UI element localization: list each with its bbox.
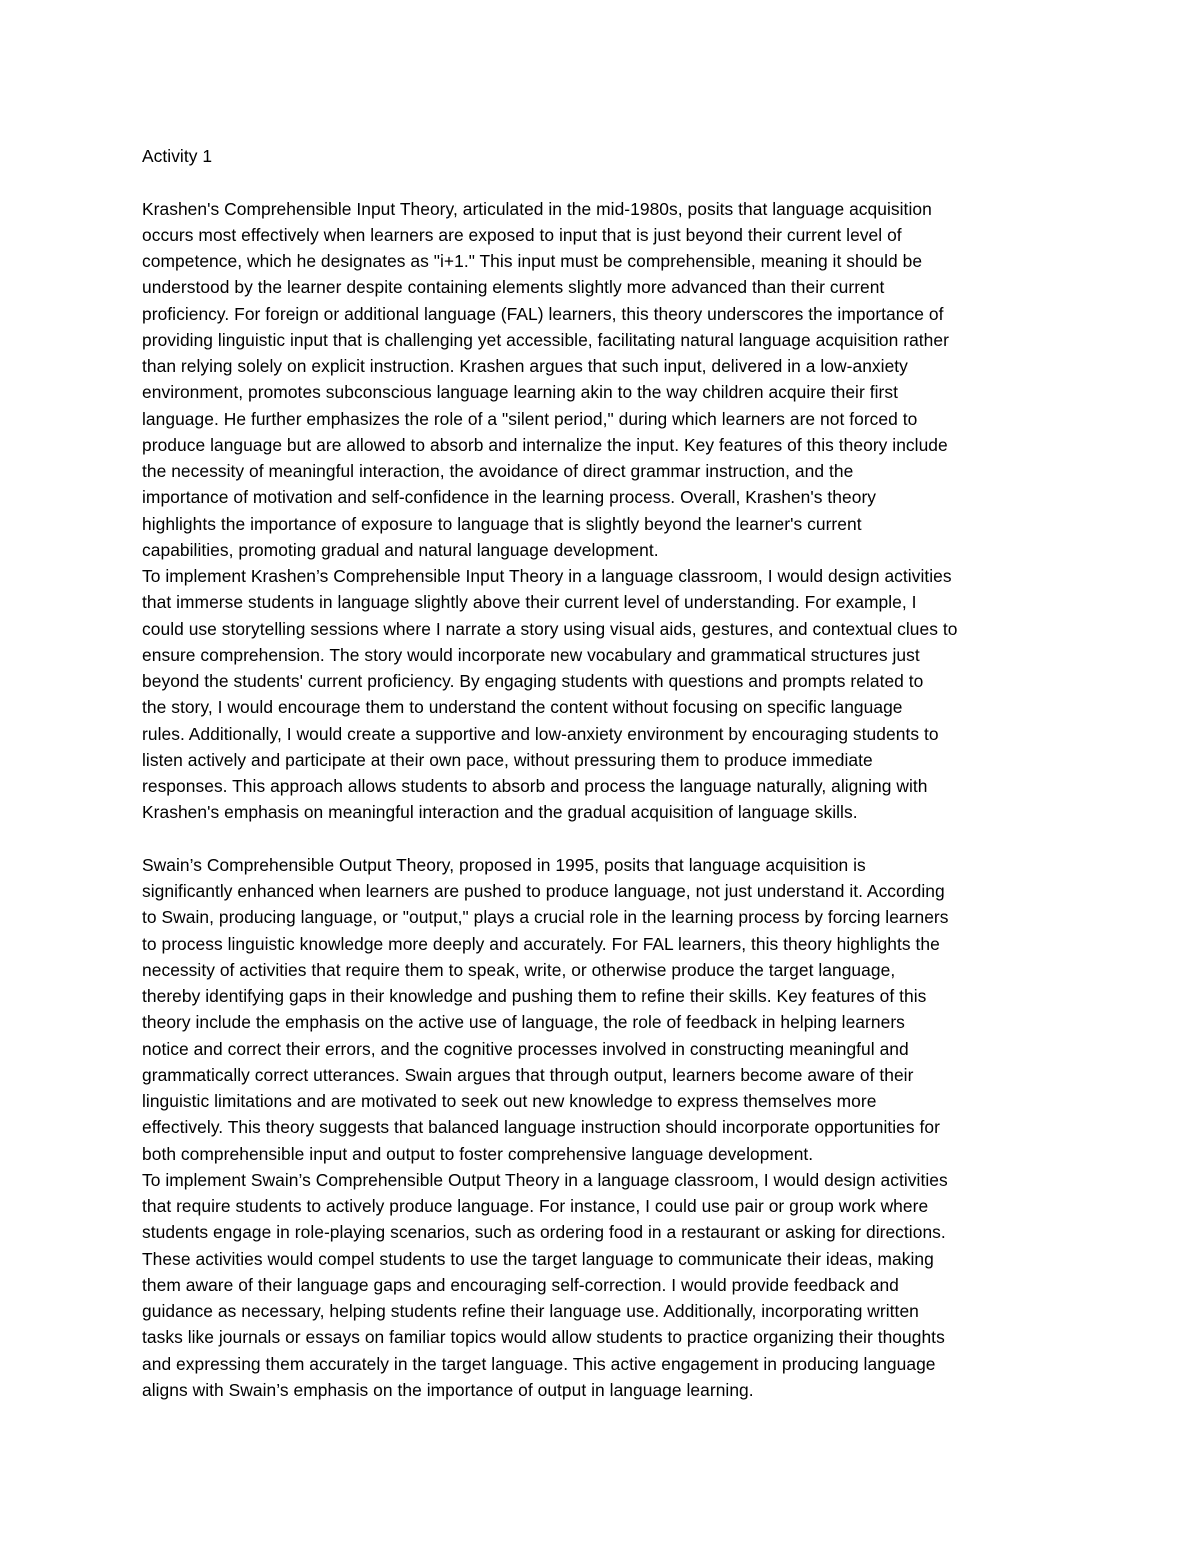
- paragraph-line: highlights the importance of exposure to language that is slightly beyond the learner's current: [142, 513, 862, 534]
- paragraph-line: competence, which he designates as "i+1." This input must be comprehensible, meaning it should be: [142, 251, 923, 271]
- paragraph-line: that immerse students in language slightly above their current level of understanding. For example, I: [142, 592, 917, 613]
- paragraph-line: providing linguistic input that is challenging yet accessible, facilitating natural language acquisition rather: [142, 329, 949, 350]
- paragraph-line: These activities would compel students to use the target language to communicate their ideas, making: [142, 1248, 934, 1269]
- paragraph-line: importance of motivation and self-confidence in the learning process. Overall, Krashen's theory: [142, 487, 877, 508]
- blank-line: [142, 826, 1062, 852]
- paragraph-line: them aware of their language gaps and encouraging self-correction. I would provide feedback and: [142, 1274, 899, 1295]
- paragraph-line: listen actively and participate at their own pace, without pressuring them to produce immediate: [142, 749, 873, 770]
- paragraph-krashen-implementation: [142, 563, 1062, 826]
- paragraph-line: aligns with Swain’s emphasis on the importance of output in language learning.: [142, 1379, 754, 1400]
- document-title: Activity 1: [142, 146, 213, 166]
- paragraph-line: grammatically correct utterances. Swain argues that through output, learners become aware of their: [142, 1064, 914, 1085]
- paragraph-line: occurs most effectively when learners are exposed to input that is just beyond their current level of: [142, 224, 902, 245]
- paragraph-line: than relying solely on explicit instruction. Krashen argues that such input, delivered in a low-anxiety: [142, 356, 908, 376]
- paragraph-line: guidance as necessary, helping students refine their language use. Additionally, incorporating written: [142, 1301, 919, 1321]
- paragraph-line: language. He further emphasizes the role of a "silent period," during which learners are not forced to: [142, 408, 918, 429]
- paragraph-line: students engage in role-playing scenarios, such as ordering food in a restaurant or asking for directions.: [142, 1222, 946, 1243]
- paragraph-line: linguistic limitations and are motivated to seek out new knowledge to express themselves more: [142, 1091, 877, 1111]
- paragraph-line: beyond the students' current proficiency. By engaging students with questions and prompts related to: [142, 671, 924, 691]
- paragraph-line: environment, promotes subconscious language learning akin to the way children acquire their first: [142, 382, 898, 403]
- blank-line: [142, 169, 1062, 195]
- paragraph-line: produce language but are allowed to absorb and internalize the input. Key features of this theory include: [142, 434, 948, 455]
- paragraph-line: thereby identifying gaps in their knowledge and pushing them to refine their skills. Key features of this: [142, 986, 927, 1006]
- paragraph-line: the necessity of meaningful interaction, the avoidance of direct grammar instruction, and the: [142, 461, 854, 481]
- paragraph-swain-theory: [142, 852, 1062, 1167]
- paragraph-line: to process linguistic knowledge more deeply and accurately. For FAL learners, this theory highlights the: [142, 933, 940, 954]
- paragraph-line: Swain’s Comprehensible Output Theory, proposed in 1995, posits that language acquisition is: [142, 854, 866, 875]
- paragraph-line: the story, I would encourage them to understand the content without focusing on specific language: [142, 697, 903, 718]
- paragraph-line: and expressing them accurately in the target language. This active engagement in producing language: [142, 1353, 936, 1374]
- paragraph-line: proficiency. For foreign or additional language (FAL) learners, this theory underscores the importance of: [142, 303, 944, 324]
- paragraph-line: to Swain, producing language, or "output," plays a crucial role in the learning process by forcing learners: [142, 907, 949, 928]
- paragraph-line: necessity of activities that require them to speak, write, or otherwise produce the target language,: [142, 959, 896, 980]
- paragraph-line: To implement Krashen’s Comprehensible Input Theory in a language classroom, I would design activities: [142, 566, 952, 586]
- paragraph-line: theory include the emphasis on the active use of language, the role of feedback in helping learners: [142, 1012, 905, 1033]
- paragraph-swain-implementation: [142, 1167, 1062, 1403]
- paragraph-line: significantly enhanced when learners are pushed to produce language, not just understand it. According: [142, 881, 945, 901]
- paragraph-line: both comprehensible input and output to foster comprehensive language development.: [142, 1143, 814, 1164]
- paragraph-line: could use storytelling sessions where I narrate a story using visual aids, gestures, and contextual clues to: [142, 618, 958, 639]
- paragraph-line: To implement Swain’s Comprehensible Output Theory in a language classroom, I would design activities: [142, 1169, 948, 1190]
- paragraph-line: understood by the learner despite containing elements slightly more advanced than their current: [142, 277, 885, 298]
- paragraph-line: tasks like journals or essays on familiar topics would allow students to practice organizing their thoughts: [142, 1327, 945, 1348]
- paragraph-line: responses. This approach allows students to absorb and process the language naturally, aligning with: [142, 776, 928, 796]
- paragraph-line: Krashen's Comprehensible Input Theory, articulated in the mid-1980s, posits that language acquisition: [142, 198, 932, 219]
- paragraph-line: capabilities, promoting gradual and natural language development.: [142, 539, 659, 560]
- paragraph-line: notice and correct their errors, and the cognitive processes involved in constructing meaningful and: [142, 1038, 909, 1059]
- paragraph-line: effectively. This theory suggests that balanced language instruction should incorporate opportunities for: [142, 1117, 940, 1138]
- document-body: [142, 143, 1062, 1403]
- paragraph-line: Krashen's emphasis on meaningful interaction and the gradual acquisition of language skills.: [142, 802, 858, 823]
- paragraph-krashen-theory: [142, 196, 1062, 564]
- paragraph-line: rules. Additionally, I would create a supportive and low-anxiety environment by encouraging students to: [142, 723, 939, 744]
- paragraph-line: ensure comprehension. The story would incorporate new vocabulary and grammatical structures just: [142, 644, 920, 665]
- paragraph-line: that require students to actively produce language. For instance, I could use pair or group work where: [142, 1196, 929, 1216]
